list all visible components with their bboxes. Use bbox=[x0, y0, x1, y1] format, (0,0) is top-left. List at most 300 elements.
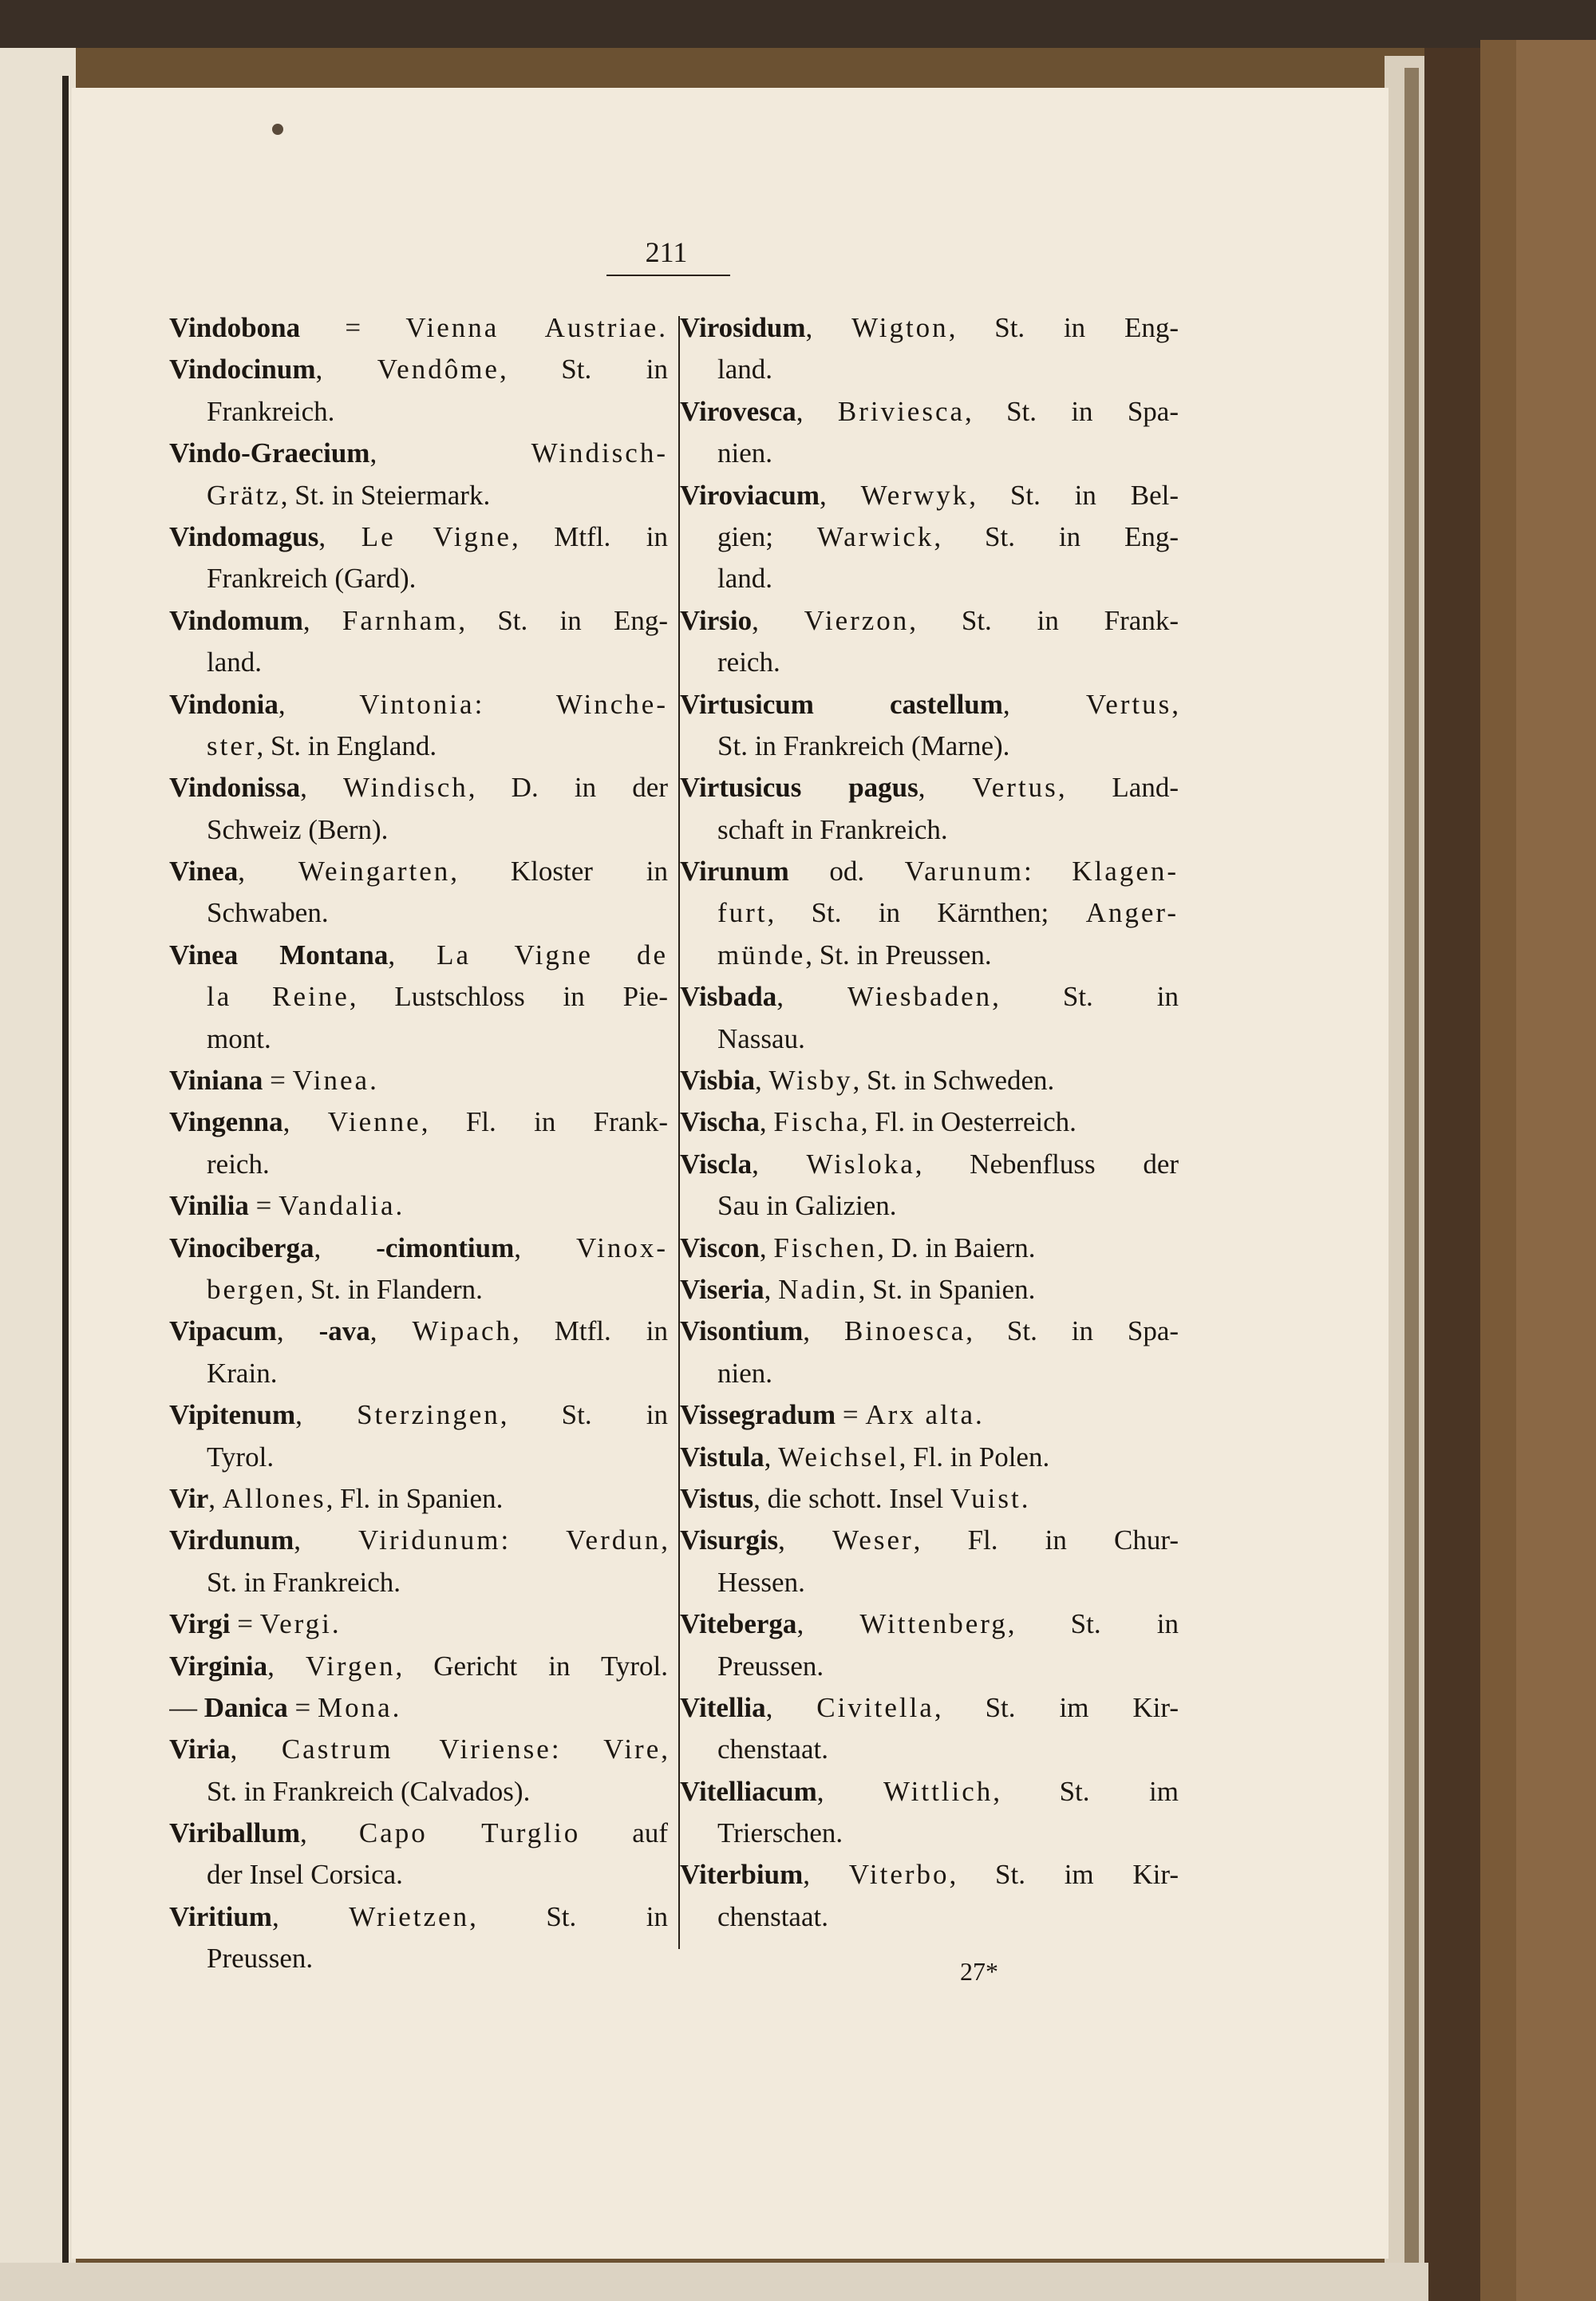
entry-headword: Visontium bbox=[680, 1315, 804, 1347]
entry-text: , bbox=[369, 1315, 413, 1347]
dictionary-line bbox=[169, 1603, 668, 1645]
entry-text: gien; bbox=[717, 520, 817, 552]
dictionary-line bbox=[680, 1646, 1179, 1687]
entry-text: , bbox=[752, 1148, 807, 1180]
entry-text: , bbox=[238, 856, 298, 888]
dictionary-line bbox=[169, 1687, 668, 1729]
entry-modern-name: Wittlich bbox=[883, 1775, 994, 1807]
entry-text: , St. in Bel- bbox=[969, 479, 1179, 511]
page-number-rule bbox=[606, 275, 730, 276]
dictionary-line bbox=[680, 1687, 1179, 1729]
entry-modern-name: ster bbox=[207, 729, 257, 761]
dictionary-line bbox=[680, 1437, 1179, 1478]
dictionary-line bbox=[680, 851, 1179, 892]
entry-text: , bbox=[230, 1734, 282, 1765]
dictionary-line bbox=[680, 307, 1179, 349]
entry-text: Frankreich. bbox=[207, 395, 335, 427]
entry-modern-name: Windisch bbox=[343, 772, 468, 804]
dictionary-line bbox=[680, 600, 1179, 642]
entry-headword: Viterbium bbox=[680, 1859, 804, 1891]
entry-text: , bbox=[661, 1734, 668, 1765]
dictionary-line bbox=[680, 976, 1179, 1018]
dictionary-line bbox=[680, 1394, 1179, 1436]
entry-headword: Virunum bbox=[680, 856, 789, 888]
dictionary-line bbox=[169, 684, 668, 725]
dictionary-line bbox=[169, 1060, 668, 1101]
entry-modern-name: Weser bbox=[832, 1524, 914, 1556]
entry-text: , bbox=[208, 1482, 223, 1514]
entry-text: — bbox=[169, 1691, 204, 1723]
dictionary-line bbox=[169, 851, 668, 892]
entry-text: : bbox=[500, 1524, 567, 1556]
entry-modern-name: Vandalia. bbox=[279, 1190, 405, 1222]
entry-modern-name: Virgen bbox=[305, 1650, 396, 1682]
dictionary-line bbox=[680, 1311, 1179, 1352]
entry-modern-name: Arx alta. bbox=[865, 1399, 985, 1431]
entry-text: , Lustschloss in Pie- bbox=[349, 981, 668, 1013]
entry-headword: Vitelliacum bbox=[680, 1775, 817, 1807]
entry-headword: Vipitenum bbox=[169, 1399, 296, 1431]
entry-headword: -cimontium bbox=[376, 1232, 515, 1263]
dictionary-line bbox=[680, 391, 1179, 433]
entry-text: , bbox=[759, 1232, 774, 1263]
entry-text: der Insel Corsica. bbox=[207, 1859, 403, 1891]
entry-modern-name: Wipach bbox=[412, 1315, 512, 1347]
dictionary-line bbox=[680, 892, 1179, 934]
entry-text: , bbox=[764, 1273, 779, 1305]
entry-headword: Danica bbox=[203, 1691, 288, 1723]
entry-text: , St. in Spa- bbox=[966, 1315, 1179, 1347]
page-number: 211 bbox=[645, 236, 688, 268]
entry-headword: Vistula bbox=[680, 1441, 764, 1473]
entry-text: , bbox=[369, 437, 531, 469]
entry-headword: Virtusicus pagus bbox=[680, 772, 918, 804]
dictionary-line bbox=[680, 1520, 1179, 1561]
dictionary-line bbox=[169, 1437, 668, 1478]
entry-modern-name: la Reine bbox=[207, 981, 350, 1013]
dictionary-line bbox=[169, 1729, 668, 1770]
entry-modern-name: Vendôme bbox=[377, 354, 500, 385]
entry-text: , bbox=[282, 1106, 328, 1138]
entry-text: , bbox=[315, 354, 377, 385]
entry-text: , Kloster in bbox=[450, 856, 668, 888]
entry-headword: Vindobona bbox=[169, 312, 301, 343]
entry-text: , bbox=[1002, 688, 1086, 720]
entry-text: , St. im Kir- bbox=[934, 1691, 1179, 1723]
entry-headword: Virsio bbox=[680, 604, 753, 636]
entry-modern-name: Capo Turglio bbox=[358, 1817, 581, 1849]
entry-headword: Vir bbox=[169, 1482, 209, 1514]
entry-modern-name: Wrietzen bbox=[349, 1900, 470, 1932]
dictionary-line bbox=[169, 558, 668, 599]
dictionary-line bbox=[169, 1938, 668, 1979]
dictionary-line bbox=[169, 1520, 668, 1561]
entry-modern-name: Windisch- bbox=[531, 437, 668, 469]
entry-text: , St. in Eng- bbox=[948, 312, 1179, 343]
entry-modern-name: Grätz bbox=[207, 479, 281, 511]
dictionary-line bbox=[680, 684, 1179, 725]
dictionary-line bbox=[680, 809, 1179, 851]
entry-headword: -ava bbox=[318, 1315, 370, 1347]
entry-text: land. bbox=[207, 646, 263, 678]
entry-text: St. in Frankreich (Marne). bbox=[717, 729, 1010, 761]
entry-headword: Virosidum bbox=[680, 312, 806, 343]
entry-modern-name: La Vigne de bbox=[437, 939, 668, 971]
dictionary-line bbox=[680, 1101, 1179, 1143]
entry-text: , bbox=[300, 772, 343, 804]
entry-modern-name: Wittenberg bbox=[859, 1608, 1008, 1640]
entry-text: , bbox=[816, 1775, 883, 1807]
entry-modern-name: Viridunum bbox=[358, 1524, 501, 1556]
entry-modern-name: Werwyk bbox=[860, 479, 970, 511]
entry-text: , St. in bbox=[499, 354, 668, 385]
entry-text: , Nebenfluss der bbox=[915, 1148, 1179, 1180]
dictionary-line bbox=[169, 433, 668, 474]
entry-text: , bbox=[278, 688, 360, 720]
entry-text: St. in Frankreich. bbox=[207, 1566, 401, 1598]
entry-text: , bbox=[1171, 688, 1179, 720]
entry-text: Sau in Galizien. bbox=[717, 1190, 897, 1222]
entry-headword: Viniana bbox=[169, 1065, 263, 1097]
entry-text: , St. in bbox=[469, 1900, 668, 1932]
entry-text: nien. bbox=[717, 437, 773, 469]
entry-headword: Vindo-Graecium bbox=[169, 437, 370, 469]
entry-modern-name: Briviesca bbox=[837, 395, 966, 427]
dictionary-line bbox=[680, 1896, 1179, 1938]
entry-text: = bbox=[287, 1691, 318, 1723]
entry-text: Trierschen. bbox=[717, 1817, 843, 1849]
entry-text: , St. in Steiermark. bbox=[280, 479, 491, 511]
entry-modern-name: furt bbox=[717, 897, 768, 929]
dictionary-line bbox=[169, 725, 668, 767]
entry-text: : bbox=[474, 688, 556, 720]
dictionary-line bbox=[680, 1060, 1179, 1101]
dictionary-line bbox=[169, 642, 668, 683]
dictionary-line bbox=[169, 1353, 668, 1394]
entry-text: , St. in Spanien. bbox=[858, 1273, 1036, 1305]
dictionary-line bbox=[169, 1478, 668, 1520]
dictionary-line bbox=[680, 767, 1179, 809]
dictionary-line bbox=[680, 1562, 1179, 1603]
dictionary-line bbox=[680, 1018, 1179, 1060]
dictionary-line bbox=[680, 349, 1179, 390]
entry-text: , bbox=[759, 1106, 774, 1138]
dictionary-line bbox=[169, 1854, 668, 1896]
entry-text: , bbox=[796, 1608, 860, 1640]
entry-text: , St. in bbox=[1007, 1608, 1179, 1640]
dictionary-line bbox=[680, 1771, 1179, 1813]
entry-modern-name: Weingarten bbox=[298, 856, 451, 888]
entry-text: , Fl. in Oesterreich. bbox=[860, 1106, 1077, 1138]
entry-text: = bbox=[836, 1399, 866, 1431]
entry-text: , Gericht in Tyrol. bbox=[395, 1650, 668, 1682]
entry-headword: Vistus bbox=[680, 1482, 754, 1514]
entry-headword: Viritium bbox=[169, 1900, 272, 1932]
dictionary-line bbox=[680, 1729, 1179, 1770]
entry-headword: Vindonia bbox=[169, 688, 279, 720]
dictionary-line bbox=[169, 1185, 668, 1227]
entry-text: , bbox=[805, 312, 852, 343]
entry-text: , bbox=[819, 479, 861, 511]
dictionary-line bbox=[169, 1813, 668, 1854]
entry-headword: Vindomagus bbox=[169, 520, 319, 552]
entry-text: , bbox=[803, 1859, 849, 1891]
dictionary-line bbox=[680, 475, 1179, 516]
entry-text: , Mtfl. in bbox=[511, 520, 668, 552]
entry-text: , bbox=[661, 1524, 668, 1556]
entry-modern-name: bergen bbox=[207, 1273, 297, 1305]
entry-modern-name: Viterbo bbox=[848, 1859, 950, 1891]
entry-text: , bbox=[318, 520, 361, 552]
entry-text: , bbox=[918, 772, 973, 804]
entry-headword: Viroviacum bbox=[680, 479, 820, 511]
entry-modern-name: Allones bbox=[222, 1482, 326, 1514]
entry-modern-name: Vintonia bbox=[359, 688, 475, 720]
entry-modern-name: Vierzon bbox=[804, 604, 910, 636]
entry-text: schaft in Frankreich. bbox=[717, 813, 948, 845]
entry-text: , St. in Eng- bbox=[458, 604, 668, 636]
entry-modern-name: Wisloka bbox=[806, 1148, 915, 1180]
ink-spot bbox=[272, 124, 283, 135]
entry-text: , bbox=[803, 1315, 844, 1347]
dictionary-line bbox=[169, 1269, 668, 1311]
entry-headword: Vinea Montana bbox=[169, 939, 389, 971]
dictionary-line bbox=[169, 600, 668, 642]
dictionary-line bbox=[680, 1269, 1179, 1311]
dictionary-line bbox=[680, 558, 1179, 599]
dictionary-line bbox=[680, 1353, 1179, 1394]
entry-headword: Virdunum bbox=[169, 1524, 294, 1556]
entry-modern-name: Castrum Viriense bbox=[281, 1734, 551, 1765]
dictionary-line bbox=[169, 976, 668, 1018]
dictionary-line bbox=[169, 1896, 668, 1938]
dictionary-line bbox=[169, 1562, 668, 1603]
entry-text: , St. im Kir- bbox=[949, 1859, 1179, 1891]
entry-text: , St. in Preussen. bbox=[805, 939, 992, 971]
entry-modern-name: Mona. bbox=[318, 1691, 402, 1723]
entry-text: , D. in der bbox=[468, 772, 668, 804]
dictionary-line bbox=[169, 307, 668, 349]
entry-modern-name: Klagen- bbox=[1072, 856, 1179, 888]
right-column bbox=[680, 307, 1179, 1938]
entry-text: Schwaben. bbox=[207, 897, 329, 929]
entry-text: reich. bbox=[717, 646, 780, 678]
signature-mark: 27* bbox=[960, 1957, 998, 1986]
entry-text: chenstaat. bbox=[717, 1734, 828, 1765]
left-column bbox=[169, 307, 668, 1980]
entry-text: , bbox=[755, 1065, 769, 1097]
entry-text: , bbox=[314, 1232, 377, 1263]
dictionary-line bbox=[680, 516, 1179, 558]
entry-modern-name: Vergi. bbox=[259, 1608, 342, 1640]
entry-text: Nassau. bbox=[717, 1022, 805, 1054]
entry-text: , Fl. in Frank- bbox=[421, 1106, 668, 1138]
entry-text: , bbox=[796, 395, 838, 427]
dictionary-line bbox=[680, 1854, 1179, 1896]
entry-text: , St. in Kärnthen; bbox=[767, 897, 1086, 929]
entry-headword: Vindomum bbox=[169, 604, 303, 636]
entry-text: = bbox=[263, 1065, 293, 1097]
entry-text: = bbox=[300, 312, 406, 343]
entry-text: , St. in Frank- bbox=[909, 604, 1179, 636]
dictionary-line bbox=[169, 1394, 668, 1436]
entry-text: , St. in bbox=[500, 1399, 668, 1431]
entry-headword: Viteberga bbox=[680, 1608, 797, 1640]
entry-text: , bbox=[514, 1232, 576, 1263]
entry-text: mont. bbox=[207, 1022, 271, 1054]
entry-modern-name: Le Vigne bbox=[361, 520, 512, 552]
entry-text: , Land- bbox=[1057, 772, 1179, 804]
entry-modern-name: Vienna Austriae. bbox=[405, 312, 668, 343]
entry-modern-name: Vire bbox=[603, 1734, 662, 1765]
entry-text: , bbox=[388, 939, 437, 971]
entry-text: , die schott. Insel bbox=[753, 1482, 950, 1514]
entry-headword: Vinea bbox=[169, 856, 239, 888]
dictionary-line bbox=[169, 1228, 668, 1269]
entry-text: = bbox=[230, 1608, 260, 1640]
dictionary-line bbox=[169, 1018, 668, 1060]
entry-modern-name: Verdun bbox=[566, 1524, 662, 1556]
dictionary-line bbox=[680, 725, 1179, 767]
entry-headword: Vingenna bbox=[169, 1106, 283, 1138]
entry-modern-name: Anger- bbox=[1085, 897, 1179, 929]
dictionary-line bbox=[680, 1478, 1179, 1520]
entry-text: , St. in Eng- bbox=[934, 520, 1179, 552]
entry-text: Preussen. bbox=[717, 1650, 824, 1682]
entry-text: , bbox=[295, 1399, 358, 1431]
dictionary-line bbox=[169, 516, 668, 558]
dictionary-line bbox=[169, 1144, 668, 1185]
entry-text: od. bbox=[788, 856, 905, 888]
entry-modern-name: Vinox- bbox=[575, 1232, 668, 1263]
entry-text: , Fl. in Polen. bbox=[899, 1441, 1050, 1473]
dictionary-line bbox=[169, 935, 668, 976]
entry-headword: Vissegradum bbox=[680, 1399, 836, 1431]
entry-headword: Visbia bbox=[680, 1065, 756, 1097]
entry-text: , St. in Schweden. bbox=[852, 1065, 1055, 1097]
dictionary-line bbox=[169, 475, 668, 516]
dictionary-line bbox=[680, 433, 1179, 474]
entry-text: reich. bbox=[207, 1148, 270, 1180]
entry-headword: Vitellia bbox=[680, 1691, 766, 1723]
dictionary-line bbox=[169, 349, 668, 390]
entry-headword: Vindonissa bbox=[169, 772, 301, 804]
entry-text: , Mtfl. in bbox=[512, 1315, 668, 1347]
entry-modern-name: Varunum bbox=[904, 856, 1024, 888]
entry-headword: Virovesca bbox=[680, 395, 796, 427]
entry-text: , bbox=[300, 1817, 359, 1849]
dictionary-line bbox=[169, 1101, 668, 1143]
dictionary-line bbox=[680, 1603, 1179, 1645]
entry-modern-name: Sterzingen bbox=[357, 1399, 500, 1431]
entry-headword: Vindocinum bbox=[169, 354, 316, 385]
entry-headword: Vipacum bbox=[169, 1315, 277, 1347]
dictionary-line bbox=[680, 1813, 1179, 1854]
entry-modern-name: Vertus bbox=[972, 772, 1058, 804]
entry-text: , bbox=[276, 1315, 319, 1347]
entry-text: , St. in England. bbox=[256, 729, 437, 761]
entry-modern-name: Winche- bbox=[555, 688, 668, 720]
entry-text: , St. im bbox=[993, 1775, 1179, 1807]
entry-text: Schweiz (Bern). bbox=[207, 813, 389, 845]
entry-text: , bbox=[267, 1650, 306, 1682]
dictionary-line bbox=[169, 1646, 668, 1687]
entry-modern-name: münde bbox=[717, 939, 806, 971]
entry-text: : bbox=[1023, 856, 1073, 888]
entry-modern-name: Fischa bbox=[773, 1106, 861, 1138]
entry-headword: Vinilia bbox=[169, 1190, 249, 1222]
entry-headword: Visurgis bbox=[680, 1524, 779, 1556]
dictionary-line bbox=[680, 1228, 1179, 1269]
entry-headword: Viria bbox=[169, 1734, 231, 1765]
entry-headword: Viseria bbox=[680, 1273, 764, 1305]
entry-modern-name: Farnham bbox=[342, 604, 459, 636]
dictionary-line bbox=[169, 1311, 668, 1352]
entry-headword: Vischa bbox=[680, 1106, 760, 1138]
entry-text: , bbox=[294, 1524, 358, 1556]
entry-modern-name: Vuist. bbox=[950, 1482, 1031, 1514]
entry-modern-name: Vinea. bbox=[292, 1065, 379, 1097]
entry-text: St. in Frankreich (Calvados). bbox=[207, 1775, 531, 1807]
dictionary-line bbox=[680, 935, 1179, 976]
entry-text: , D. in Baiern. bbox=[877, 1232, 1036, 1263]
entry-headword: Viscon bbox=[680, 1232, 760, 1263]
entry-text: Hessen. bbox=[717, 1566, 805, 1598]
entry-modern-name: Wigton bbox=[851, 312, 949, 343]
entry-text: , St. in Spa- bbox=[965, 395, 1179, 427]
entry-text: , St. in bbox=[992, 981, 1179, 1013]
dictionary-line bbox=[169, 809, 668, 851]
entry-text: land. bbox=[717, 354, 773, 385]
entry-headword: Virtusicum castellum bbox=[680, 688, 1003, 720]
entry-modern-name: Wisby bbox=[768, 1065, 853, 1097]
dictionary-line bbox=[680, 642, 1179, 683]
dictionary-line bbox=[169, 892, 668, 934]
entry-text: = bbox=[248, 1190, 279, 1222]
entry-text: land. bbox=[717, 563, 773, 595]
entry-text: Krain. bbox=[207, 1357, 278, 1389]
entry-text: Tyrol. bbox=[207, 1441, 275, 1473]
dictionary-line bbox=[169, 767, 668, 809]
entry-modern-name: Warwick bbox=[816, 520, 934, 552]
entry-text: nien. bbox=[717, 1357, 773, 1389]
entry-modern-name: Civitella bbox=[816, 1691, 934, 1723]
entry-text: , bbox=[765, 1691, 817, 1723]
entry-text: , bbox=[764, 1441, 779, 1473]
entry-modern-name: Nadin bbox=[778, 1273, 859, 1305]
dictionary-line bbox=[680, 1185, 1179, 1227]
entry-text: , St. in Flandern. bbox=[296, 1273, 483, 1305]
entry-modern-name: Vertus bbox=[1085, 688, 1172, 720]
entry-text: auf bbox=[580, 1817, 668, 1849]
entry-modern-name: Weichsel bbox=[778, 1441, 899, 1473]
entry-text: , Fl. in Chur- bbox=[913, 1524, 1179, 1556]
dictionary-line bbox=[169, 391, 668, 433]
entry-text: , bbox=[752, 604, 804, 636]
entry-text: : bbox=[551, 1734, 604, 1765]
entry-headword: Virginia bbox=[169, 1650, 268, 1682]
entry-modern-name: Vienne bbox=[327, 1106, 421, 1138]
entry-text: Frankreich (Gard). bbox=[207, 563, 417, 595]
entry-text: , bbox=[271, 1900, 350, 1932]
dictionary-line bbox=[680, 1144, 1179, 1185]
entry-modern-name: Fischen bbox=[773, 1232, 878, 1263]
entry-headword: Viscla bbox=[680, 1148, 753, 1180]
entry-text: , bbox=[302, 604, 342, 636]
entry-text: chenstaat. bbox=[717, 1900, 828, 1932]
entry-headword: Visbada bbox=[680, 981, 777, 1013]
entry-modern-name: Binoesca bbox=[843, 1315, 966, 1347]
